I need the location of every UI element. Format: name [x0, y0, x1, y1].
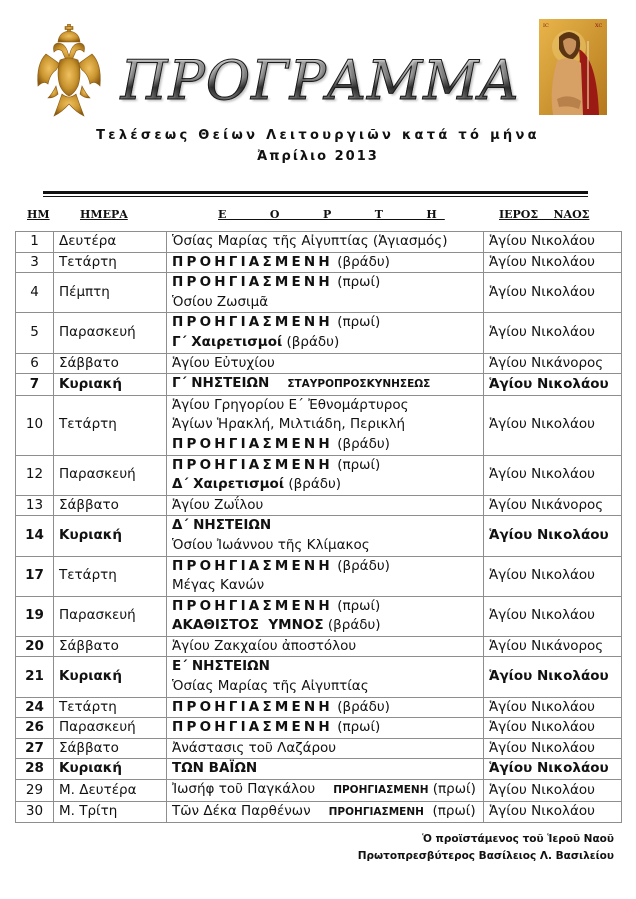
feast-text: (πρωί) [423, 802, 476, 819]
feast-text: ΠΡΟΗΓΙΑΣΜΕΝΗ [172, 314, 333, 331]
feast-line [172, 677, 478, 697]
feast-line [172, 637, 478, 657]
feast-cell [167, 395, 484, 455]
feast-line [172, 396, 478, 416]
column-header-feast: Ε Ο Ρ Τ Η [218, 208, 445, 221]
church-name: Ἁγίου Νικολάου [484, 718, 622, 739]
feast-text: (βράδυ) [323, 617, 381, 634]
table-row [16, 455, 622, 495]
signature-title: Ὁ προϊστάμενος τοῦ Ἱεροῦ Ναοῦ [422, 833, 614, 845]
feast-line [172, 802, 478, 823]
table-row [16, 273, 622, 313]
table-row [16, 718, 622, 739]
day-name: Τετάρτη [54, 697, 167, 718]
day-name: Κυριακή [54, 516, 167, 556]
feast-cell [167, 718, 484, 739]
feast-text: ΠΡΟΗΓΙΑΣΜΕΝΗ [333, 784, 429, 797]
column-header-day-name: ΗΜΕΡΑ [80, 208, 128, 221]
feast-text: (βράδυ) [332, 253, 390, 270]
feast-text: Ἁγίου Γρηγορίου Ε΄ Ἐθνομάρτυρος [172, 396, 409, 413]
feast-text: ΠΡΟΗΓΙΑΣΜΕΝΗ [172, 435, 333, 452]
church-name: Ἁγίου Νικάνορος [484, 353, 622, 374]
feast-text: (πρωί) [332, 597, 381, 614]
day-number: 13 [16, 495, 54, 516]
church-name: Ἁγίου Νικολάου [484, 780, 622, 802]
feast-line [172, 435, 478, 455]
day-name: Παρασκευή [54, 718, 167, 739]
day-number: 26 [16, 718, 54, 739]
schedule-table [15, 231, 622, 823]
table-row [16, 780, 622, 802]
feast-line [172, 273, 478, 293]
table-row [16, 759, 622, 780]
feast-cell [167, 759, 484, 780]
feast-text: Ἁγίων Ἡρακλή, Μιλτιάδη, Περικλή [172, 416, 406, 433]
feast-text: Ἀνάστασις τοῦ Λαζάρου [172, 739, 337, 756]
feast-line [172, 516, 478, 536]
church-name: Ἁγίου Νικολάου [484, 313, 622, 353]
day-number: 10 [16, 395, 54, 455]
feast-line [172, 698, 478, 718]
table-row [16, 657, 622, 697]
day-number: 12 [16, 455, 54, 495]
feast-text: ΠΡΟΗΓΙΑΣΜΕΝΗ [172, 719, 333, 736]
feast-line [172, 496, 478, 516]
church-name: Ἁγίου Νικολάου [484, 697, 622, 718]
church-name: Ἁγίου Νικολάου [484, 232, 622, 253]
feast-cell [167, 495, 484, 516]
feast-line [172, 780, 478, 801]
subtitle: Τελέσεως Θείων Λειτουργιῶν κατά τό μήνα [96, 128, 540, 143]
church-name: Ἁγίου Νικολάου [484, 657, 622, 697]
feast-line [172, 718, 478, 738]
day-name: Σάββατο [54, 495, 167, 516]
church-name: Ἁγίου Νικολάου [484, 273, 622, 313]
feast-text: (πρωί) [332, 274, 381, 291]
feast-line [172, 739, 478, 759]
feast-line [172, 576, 478, 596]
church-name: Ἁγίου Νικολάου [484, 395, 622, 455]
day-number: 17 [16, 556, 54, 596]
feast-line [172, 557, 478, 577]
day-number: 7 [16, 374, 54, 396]
christ-icon [539, 19, 607, 115]
feast-text: Ἁγίου Ζωΐλου [172, 496, 264, 513]
table-row [16, 801, 622, 823]
day-number: 4 [16, 273, 54, 313]
day-name: Μ. Δευτέρα [54, 780, 167, 802]
feast-text: Τῶν Δέκα Παρθένων [172, 802, 311, 819]
feast-cell [167, 232, 484, 253]
feast-text: (πρωί) [332, 456, 381, 473]
feast-text: Δ΄ ΝΗΣΤΕΙΩΝ [172, 517, 272, 534]
day-name: Παρασκευή [54, 455, 167, 495]
feast-line [172, 374, 478, 395]
day-name: Παρασκευή [54, 313, 167, 353]
feast-text: ΠΡΟΗΓΙΑΣΜΕΝΗ [172, 253, 333, 270]
feast-line [172, 293, 478, 313]
feast-line [172, 657, 478, 677]
feast-cell [167, 374, 484, 396]
day-name: Σάββατο [54, 738, 167, 759]
double-headed-eagle-emblem [34, 24, 104, 119]
feast-text: ΠΡΟΗΓΙΑΣΜΕΝΗ [328, 805, 424, 818]
church-name: Ἁγίου Νικολάου [484, 455, 622, 495]
feast-cell [167, 313, 484, 353]
day-number: 29 [16, 780, 54, 802]
feast-cell [167, 556, 484, 596]
church-name: Ἁγίου Νικολάου [484, 556, 622, 596]
day-number: 21 [16, 657, 54, 697]
day-name: Σάββατο [54, 636, 167, 657]
feast-cell [167, 273, 484, 313]
feast-text: ΠΡΟΗΓΙΑΣΜΕΝΗ [172, 274, 333, 291]
month-label: Ἀπρίλιο 2013 [257, 149, 379, 164]
feast-text: ΠΡΟΗΓΙΑΣΜΕΝΗ [172, 698, 333, 715]
feast-line [172, 313, 478, 333]
feast-cell [167, 801, 484, 823]
church-name: Ἁγίου Νικολάου [484, 252, 622, 273]
day-name: Κυριακή [54, 759, 167, 780]
day-number: 3 [16, 252, 54, 273]
feast-text: (πρωί) [428, 781, 476, 798]
feast-cell [167, 516, 484, 556]
day-name: Τετάρτη [54, 556, 167, 596]
feast-text: ΠΡΟΗΓΙΑΣΜΕΝΗ [172, 456, 333, 473]
feast-cell [167, 738, 484, 759]
feast-text: Ὁσίας Μαρίας τῆς Αἰγυπτίας [172, 678, 369, 695]
day-name: Μ. Τρίτη [54, 801, 167, 823]
feast-line [172, 616, 478, 636]
church-name: Ἁγίου Νικολάου [484, 759, 622, 780]
day-number: 5 [16, 313, 54, 353]
feast-line [172, 253, 478, 273]
feast-text: (βράδυ) [332, 557, 390, 574]
church-name: Ἁγίου Νικάνορος [484, 495, 622, 516]
table-row [16, 596, 622, 636]
table-row [16, 556, 622, 596]
day-name: Δευτέρα [54, 232, 167, 253]
day-name: Παρασκευή [54, 596, 167, 636]
day-name: Πέμπτη [54, 273, 167, 313]
feast-text: (βράδυ) [332, 698, 390, 715]
day-number: 6 [16, 353, 54, 374]
feast-text: Γ΄ Χαιρετισμοί [172, 333, 283, 350]
table-row [16, 252, 622, 273]
feast-cell [167, 596, 484, 636]
day-name: Κυριακή [54, 374, 167, 396]
day-number: 28 [16, 759, 54, 780]
day-number: 24 [16, 697, 54, 718]
table-row [16, 697, 622, 718]
feast-text: (βράδυ) [284, 476, 342, 493]
day-name: Τετάρτη [54, 395, 167, 455]
svg-text:IC: IC [543, 23, 549, 29]
feast-text: ΤΩΝ ΒΑΪΩΝ [172, 760, 258, 777]
table-row [16, 395, 622, 455]
feast-text: ΣΤΑΥΡΟΠΡΟΣΚΥΝΗΣΕΩΣ [287, 378, 431, 391]
feast-text: (πρωί) [332, 719, 381, 736]
feast-line [172, 415, 478, 435]
day-name: Σάββατο [54, 353, 167, 374]
column-header-day-number: ΗΜ [27, 208, 50, 221]
day-number: 30 [16, 801, 54, 823]
church-name: Ἁγίου Νικολάου [484, 596, 622, 636]
feast-text: Δ΄ Χαιρετισμοί [172, 476, 285, 493]
day-number: 14 [16, 516, 54, 556]
day-number: 27 [16, 738, 54, 759]
feast-line [172, 354, 478, 374]
feast-text: (βράδυ) [332, 435, 390, 452]
divider-rule [43, 191, 588, 194]
church-name: Ἁγίου Νικολάου [484, 374, 622, 396]
feast-text: Ἰωσήφ τοῦ Παγκάλου [172, 781, 316, 798]
feast-text: (πρωί) [332, 314, 381, 331]
feast-line [172, 597, 478, 617]
feast-text: Ὁσίας Μαρίας τῆς Αἰγυπτίας (Ἁγιασμός) [172, 233, 448, 249]
feast-cell [167, 353, 484, 374]
feast-line [172, 475, 478, 495]
feast-text: Ε΄ ΝΗΣΤΕΙΩΝ [172, 658, 270, 675]
table-row [16, 374, 622, 396]
table-row [16, 353, 622, 374]
feast-line [172, 232, 478, 252]
church-name: Ἁγίου Νικολάου [484, 738, 622, 759]
divider-rule-thin [43, 196, 588, 197]
signature-name: Πρωτοπρεσβύτερος Βασίλειος Λ. Βασιλείου [357, 850, 614, 862]
feast-text: ΠΡΟΗΓΙΑΣΜΕΝΗ [172, 597, 333, 614]
feast-line [172, 536, 478, 556]
table-row [16, 636, 622, 657]
church-name: Ἁγίου Νικολάου [484, 516, 622, 556]
svg-text:XC: XC [595, 23, 603, 29]
church-name: Ἁγίου Νικάνορος [484, 636, 622, 657]
feast-cell [167, 252, 484, 273]
day-number: 19 [16, 596, 54, 636]
feast-cell [167, 697, 484, 718]
table-row [16, 516, 622, 556]
column-header-church: ΙΕΡΟΣ ΝΑΟΣ [499, 208, 590, 221]
day-number: 1 [16, 232, 54, 253]
table-row [16, 232, 622, 253]
feast-line [172, 456, 478, 476]
feast-text: Ὁσίου Ζωσιμᾶ [172, 293, 269, 310]
feast-text: Γ΄ ΝΗΣΤΕΙΩΝ [172, 375, 270, 392]
table-row [16, 495, 622, 516]
feast-line [172, 759, 478, 779]
feast-line [172, 333, 478, 353]
feast-text: ΠΡΟΗΓΙΑΣΜΕΝΗ [172, 557, 333, 574]
feast-text: Ἁγίου Εὐτυχίου [172, 354, 275, 371]
feast-cell [167, 455, 484, 495]
table-row [16, 738, 622, 759]
feast-cell [167, 657, 484, 697]
feast-cell [167, 780, 484, 802]
feast-text: ΑΚΑΘΙΣΤΟΣ ΥΜΝΟΣ [172, 617, 324, 634]
day-number: 20 [16, 636, 54, 657]
table-row [16, 313, 622, 353]
feast-text: Μέγας Κανών [172, 577, 265, 594]
feast-text: Ἁγίου Ζακχαίου ἀποστόλου [172, 637, 357, 654]
feast-cell [167, 636, 484, 657]
feast-text: Ὁσίου Ἰωάννου τῆς Κλίμακος [172, 536, 370, 553]
day-name: Κυριακή [54, 657, 167, 697]
day-name: Τετάρτη [54, 252, 167, 273]
feast-text: (βράδυ) [282, 333, 340, 350]
church-name: Ἁγίου Νικολάου [484, 801, 622, 823]
page-title: ΠΡΟΓΡΑΜΜΑ [118, 48, 522, 114]
